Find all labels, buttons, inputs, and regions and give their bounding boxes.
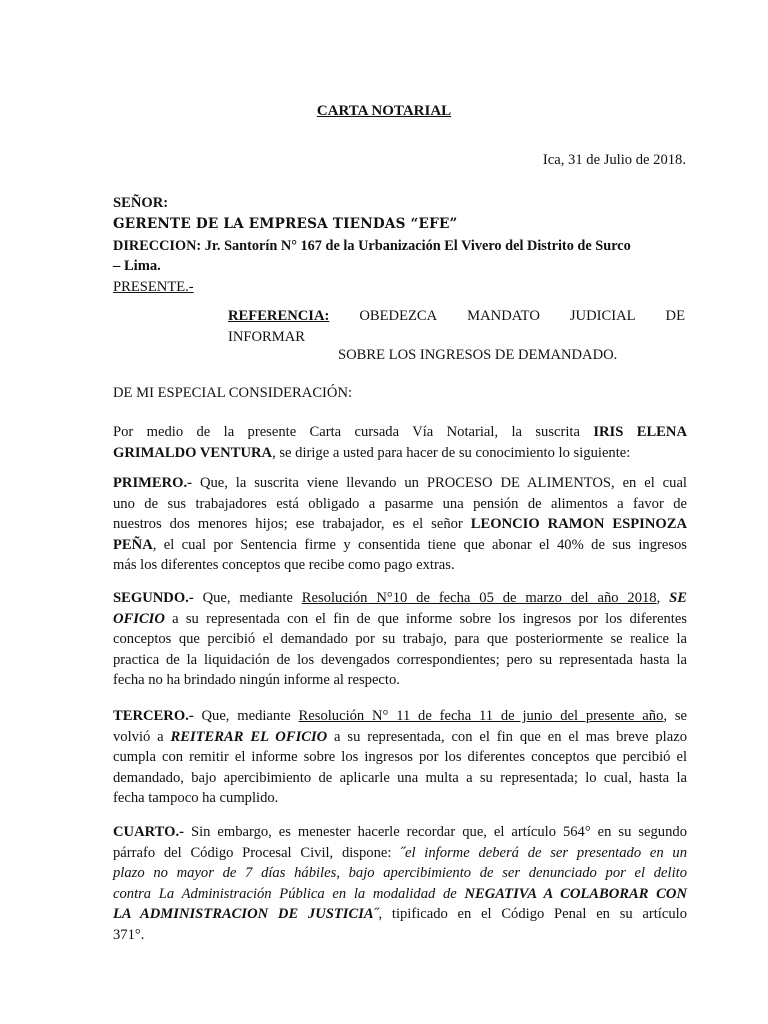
- reference-label: REFERENCIA:: [228, 308, 330, 324]
- reference-word: DE: [665, 308, 685, 324]
- recipient-salutation: SEÑOR:: [113, 195, 169, 211]
- section-label: SEGUNDO.-: [113, 590, 194, 606]
- letter-date: Ica, 31 de Julio de 2018.: [542, 152, 686, 168]
- reference-line-1: [228, 308, 685, 325]
- reference-word: JUDICIAL: [569, 308, 636, 324]
- quoted-law-text: ˝el informe deberá de ser presentado en un: [400, 844, 687, 861]
- recipient-address-line-1: DIRECCION: Jr. Santorín N° 167 de la Urbanización El Vivero del Distrito de Surco: [113, 238, 631, 254]
- section-label: TERCERO.-: [113, 708, 194, 724]
- section-label: CUARTO.-: [113, 824, 184, 840]
- paragraph-cuarto: CUARTO.- Sin embargo, es menester hacerle recordar que, el artículo 564° en su segundo párrafo del Código Procesal Civil, dispone: ˝el informe deberá de ser presentado en un plazo no mayor de 7 días hábiles, bajo apercibimiento de ser denunciado por el delito contra La Administración Pública en la modalidad de NEGATIVA A COLABORAR CON LA ADMINISTRACION DE JUSTICIA˝, tipificado en el Código Penal en su artículo 371°.: [113, 824, 687, 943]
- paragraph-primero: PRIMERO.- Que, la suscrita viene llevando un PROCESO DE ALIMENTOS, en el cual uno de sus trabajadores está obligado a pasarme una pensión de alimentos a favor de nuestros dos menores hijos; ese trabajador, es el señor LEONCIO RAMON ESPINOZA PEÑA, el cual por Sentencia firme y consentida tiene que abonar el 40% de sus ingresos más los diferentes conceptos que recibe como pago extras.: [113, 475, 688, 573]
- paragraph-tercero: TERCERO.- Que, mediante Resolución N° 11 de fecha 11 de junio del presente año, se volvió a REITERAR EL OFICIO a su representada, con el fin que en el mas breve plazo cumpla con remitir el informe sobre los ingresos por los diferentes conceptos que percibió el demandado, bajo apercibimiento de aplicarle una multa a su representada; lo cual, hasta la fecha tampoco ha cumplido.: [113, 708, 687, 806]
- paragraph-segundo: SEGUNDO.- Que, mediante Resolución N°10 de fecha 05 de marzo del año 2018, SE OFICIO a su representada con el fin de que informe sobre los ingresos por los diferentes conceptos que percibió el demandado por su trabajo, para que posteriormente se realice la practica de la liquidación de los devengados correspondientes; pero su representada hasta la fecha no ha brindado ningún informe al respecto.: [113, 590, 687, 688]
- resolution-reference: Resolución N°10 de fecha 05 de marzo del año 2018: [301, 590, 657, 606]
- reference-word: OBEDEZCA: [359, 308, 438, 324]
- client-name-part-2: GRIMALDO VENTURA: [113, 444, 273, 461]
- recipient-name: GERENTE DE LA EMPRESA TIENDAS “EFE”: [113, 216, 458, 232]
- defendant-name: LEONCIO RAMON ESPINOZA: [470, 516, 688, 532]
- formal-salutation: DE MI ESPECIAL CONSIDERACIÓN:: [113, 385, 353, 401]
- client-name-part-1: IRIS ELENA: [593, 424, 687, 440]
- recipient-address-line-2: – Lima.: [113, 258, 161, 274]
- presente-label: PRESENTE.-: [113, 279, 194, 295]
- letter-title: CARTA NOTARIAL: [316, 103, 452, 119]
- reference-word: MANDATO: [467, 308, 540, 324]
- reference-line-2: INFORMAR: [228, 329, 306, 345]
- resolution-reference: Resolución N° 11 de fecha 11 de junio del presente año: [298, 708, 664, 724]
- intro-paragraph: Por medio de la presente Carta cursada Vía Notarial, la suscrita IRIS ELENA GRIMALDO VENTURA, se dirige a usted para hacer de su conocimiento lo siguiente:: [113, 424, 687, 461]
- reference-line-3: SOBRE LOS INGRESOS DE DEMANDADO.: [338, 347, 618, 363]
- section-label: PRIMERO.-: [113, 475, 193, 491]
